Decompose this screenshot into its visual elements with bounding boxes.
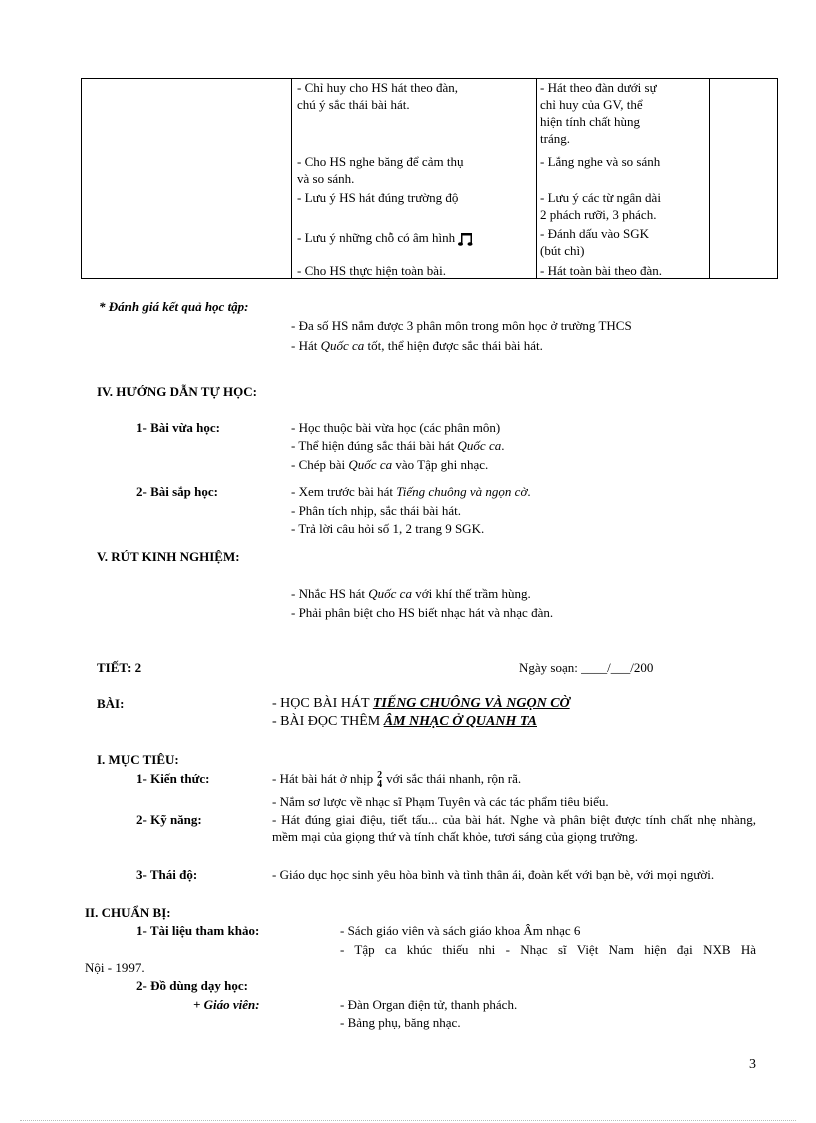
ky-nang-label: 2- Kỹ năng: — [136, 812, 202, 827]
kien-thuc-label: 1- Kiến thức: — [136, 771, 210, 786]
student-cell — [540, 189, 661, 223]
student-cell — [540, 153, 660, 170]
bai-vua-hoc-label: 1- Bài vừa học: — [136, 420, 220, 435]
table-divider — [709, 79, 710, 278]
bai-label: BÀI: — [97, 696, 125, 711]
page-number: 3 — [749, 1057, 756, 1072]
table-text: 2 phách rưỡi, 3 phách. — [540, 207, 657, 222]
table-text: tráng. — [540, 131, 570, 146]
page-footer-divider — [20, 1120, 796, 1121]
objective-item: - Nắm sơ lược về nhạc sĩ Phạm Tuyên và các tác phẩm tiêu biểu. — [272, 794, 609, 809]
study-item: - Phân tích nhịp, sắc thái bài hát. — [291, 503, 462, 518]
study-item: - Học thuộc bài vừa học (các phân môn) — [291, 420, 501, 435]
table-text: - Hát toàn bài theo đàn. — [540, 263, 663, 278]
table-text: (bút chì) — [540, 243, 585, 258]
experience-item: - Nhắc HS hát Quốc ca với khí thế trầm hùng. — [291, 586, 531, 601]
table-divider — [291, 79, 292, 278]
teacher-cell — [297, 153, 463, 187]
experience-item: - Phải phân biệt cho HS biết nhạc hát và nhạc đàn. — [291, 605, 554, 620]
student-cell — [540, 225, 649, 259]
assessment-heading: * Đánh giá kết quả học tập: — [99, 299, 249, 314]
section-iv-heading: IV. HƯỚNG DẪN TỰ HỌC: — [97, 384, 257, 399]
section-i-heading: I. MỤC TIÊU: — [97, 752, 179, 767]
lesson-title-1: - HỌC BÀI HÁT TIẾNG CHUÔNG VÀ NGỌN CỜ — [272, 696, 570, 711]
section-v-heading: V. RÚT KINH NGHIỆM: — [97, 549, 240, 564]
teacher-material: - Bảng phụ, băng nhạc. — [340, 1015, 461, 1030]
tiet-label: TIẾT: 2 — [97, 660, 142, 675]
ky-nang-text: - Hát đúng giai điệu, tiết tấu... của bài hát. Nghe và phân biệt được tính chất nhẹ nhàng, mềm mại của giọng thứ và tính chất khỏe, tươi sáng của giọng trưởng. — [272, 812, 756, 844]
time-signature: 2 4 — [377, 770, 383, 791]
table-text: - Hát theo đàn dưới sự — [540, 80, 657, 95]
teacher-cell — [297, 229, 476, 248]
table-text: chú ý sắc thái bài hát. — [297, 97, 410, 112]
reference-item: - Sách giáo viên và sách giáo khoa Âm nhạc 6 — [340, 923, 581, 938]
table-text: - Lưu ý HS hát đúng trường độ — [297, 190, 459, 205]
table-text: - Cho HS thực hiện toàn bài. — [297, 263, 446, 278]
assessment-item: - Hát Quốc ca tốt, thể hiện được sắc thái bài hát. — [291, 338, 543, 353]
thai-do-label: 3- Thái độ: — [136, 867, 198, 882]
tai-lieu-label: 1- Tài liệu tham khảo: — [136, 923, 260, 938]
table-text: chỉ huy của GV, thể — [540, 97, 643, 112]
table-text: - Chỉ huy cho HS hát theo đàn, — [297, 80, 459, 95]
study-item: - Trả lời câu hỏi số 1, 2 trang 9 SGK. — [291, 521, 485, 536]
do-dung-label: 2- Đồ dùng dạy học: — [136, 978, 248, 993]
assessment-item: - Đa số HS nắm được 3 phân môn trong môn học ở trường THCS — [291, 318, 632, 333]
student-cell — [540, 262, 662, 279]
table-text: - Đánh dấu vào SGK — [540, 226, 650, 241]
giao-vien-label: + Giáo viên: — [193, 997, 260, 1012]
teacher-cell — [297, 262, 446, 279]
date-label: Ngày soạn: ____/___/200 — [519, 660, 654, 675]
objective-item: - Hát bài hát ở nhịp 2 4 với sắc thái nhanh, rộn rã. — [272, 770, 522, 791]
study-item: - Thể hiện đúng sắc thái bài hát Quốc ca. — [291, 438, 505, 453]
reference-item: - Tập ca khúc thiếu nhi - Nhạc sĩ Việt Nam hiện đại NXB Hà — [340, 942, 756, 957]
table-text: và so sánh. — [297, 171, 355, 186]
lesson-activity-table — [81, 78, 778, 279]
study-item: - Xem trước bài hát Tiếng chuông và ngọn cờ. — [291, 484, 531, 499]
teacher-material: - Đàn Organ điện tử, thanh phách. — [340, 997, 518, 1012]
table-text: - Lưu ý những chỗ có âm hình — [297, 230, 456, 245]
table-divider — [536, 79, 537, 278]
table-text: - Cho HS nghe băng để cảm thụ — [297, 154, 464, 169]
student-cell — [540, 79, 657, 147]
teacher-cell — [297, 189, 458, 206]
table-text: - Lắng nghe và so sánh — [540, 154, 661, 169]
table-text: - Lưu ý các từ ngân dài — [540, 190, 661, 205]
teacher-cell — [297, 79, 458, 113]
table-text: hiện tính chất hùng — [540, 114, 641, 129]
study-item: - Chép bài Quốc ca vào Tập ghi nhạc. — [291, 457, 489, 472]
lesson-title-2: - BÀI ĐỌC THÊM ÂM NHẠC Ở QUANH TA — [272, 714, 537, 729]
bai-sap-hoc-label: 2- Bài sắp học: — [136, 484, 218, 499]
section-ii-heading: II. CHUẨN BỊ: — [85, 905, 171, 920]
eighth-note-rhythm-icon — [458, 230, 476, 248]
thai-do-text: - Giáo dục học sinh yêu hòa bình và tình thân ái, đoàn kết với bạn bè, với mọi người. — [272, 867, 715, 882]
reference-item-cont: Nội - 1997. — [85, 960, 145, 975]
